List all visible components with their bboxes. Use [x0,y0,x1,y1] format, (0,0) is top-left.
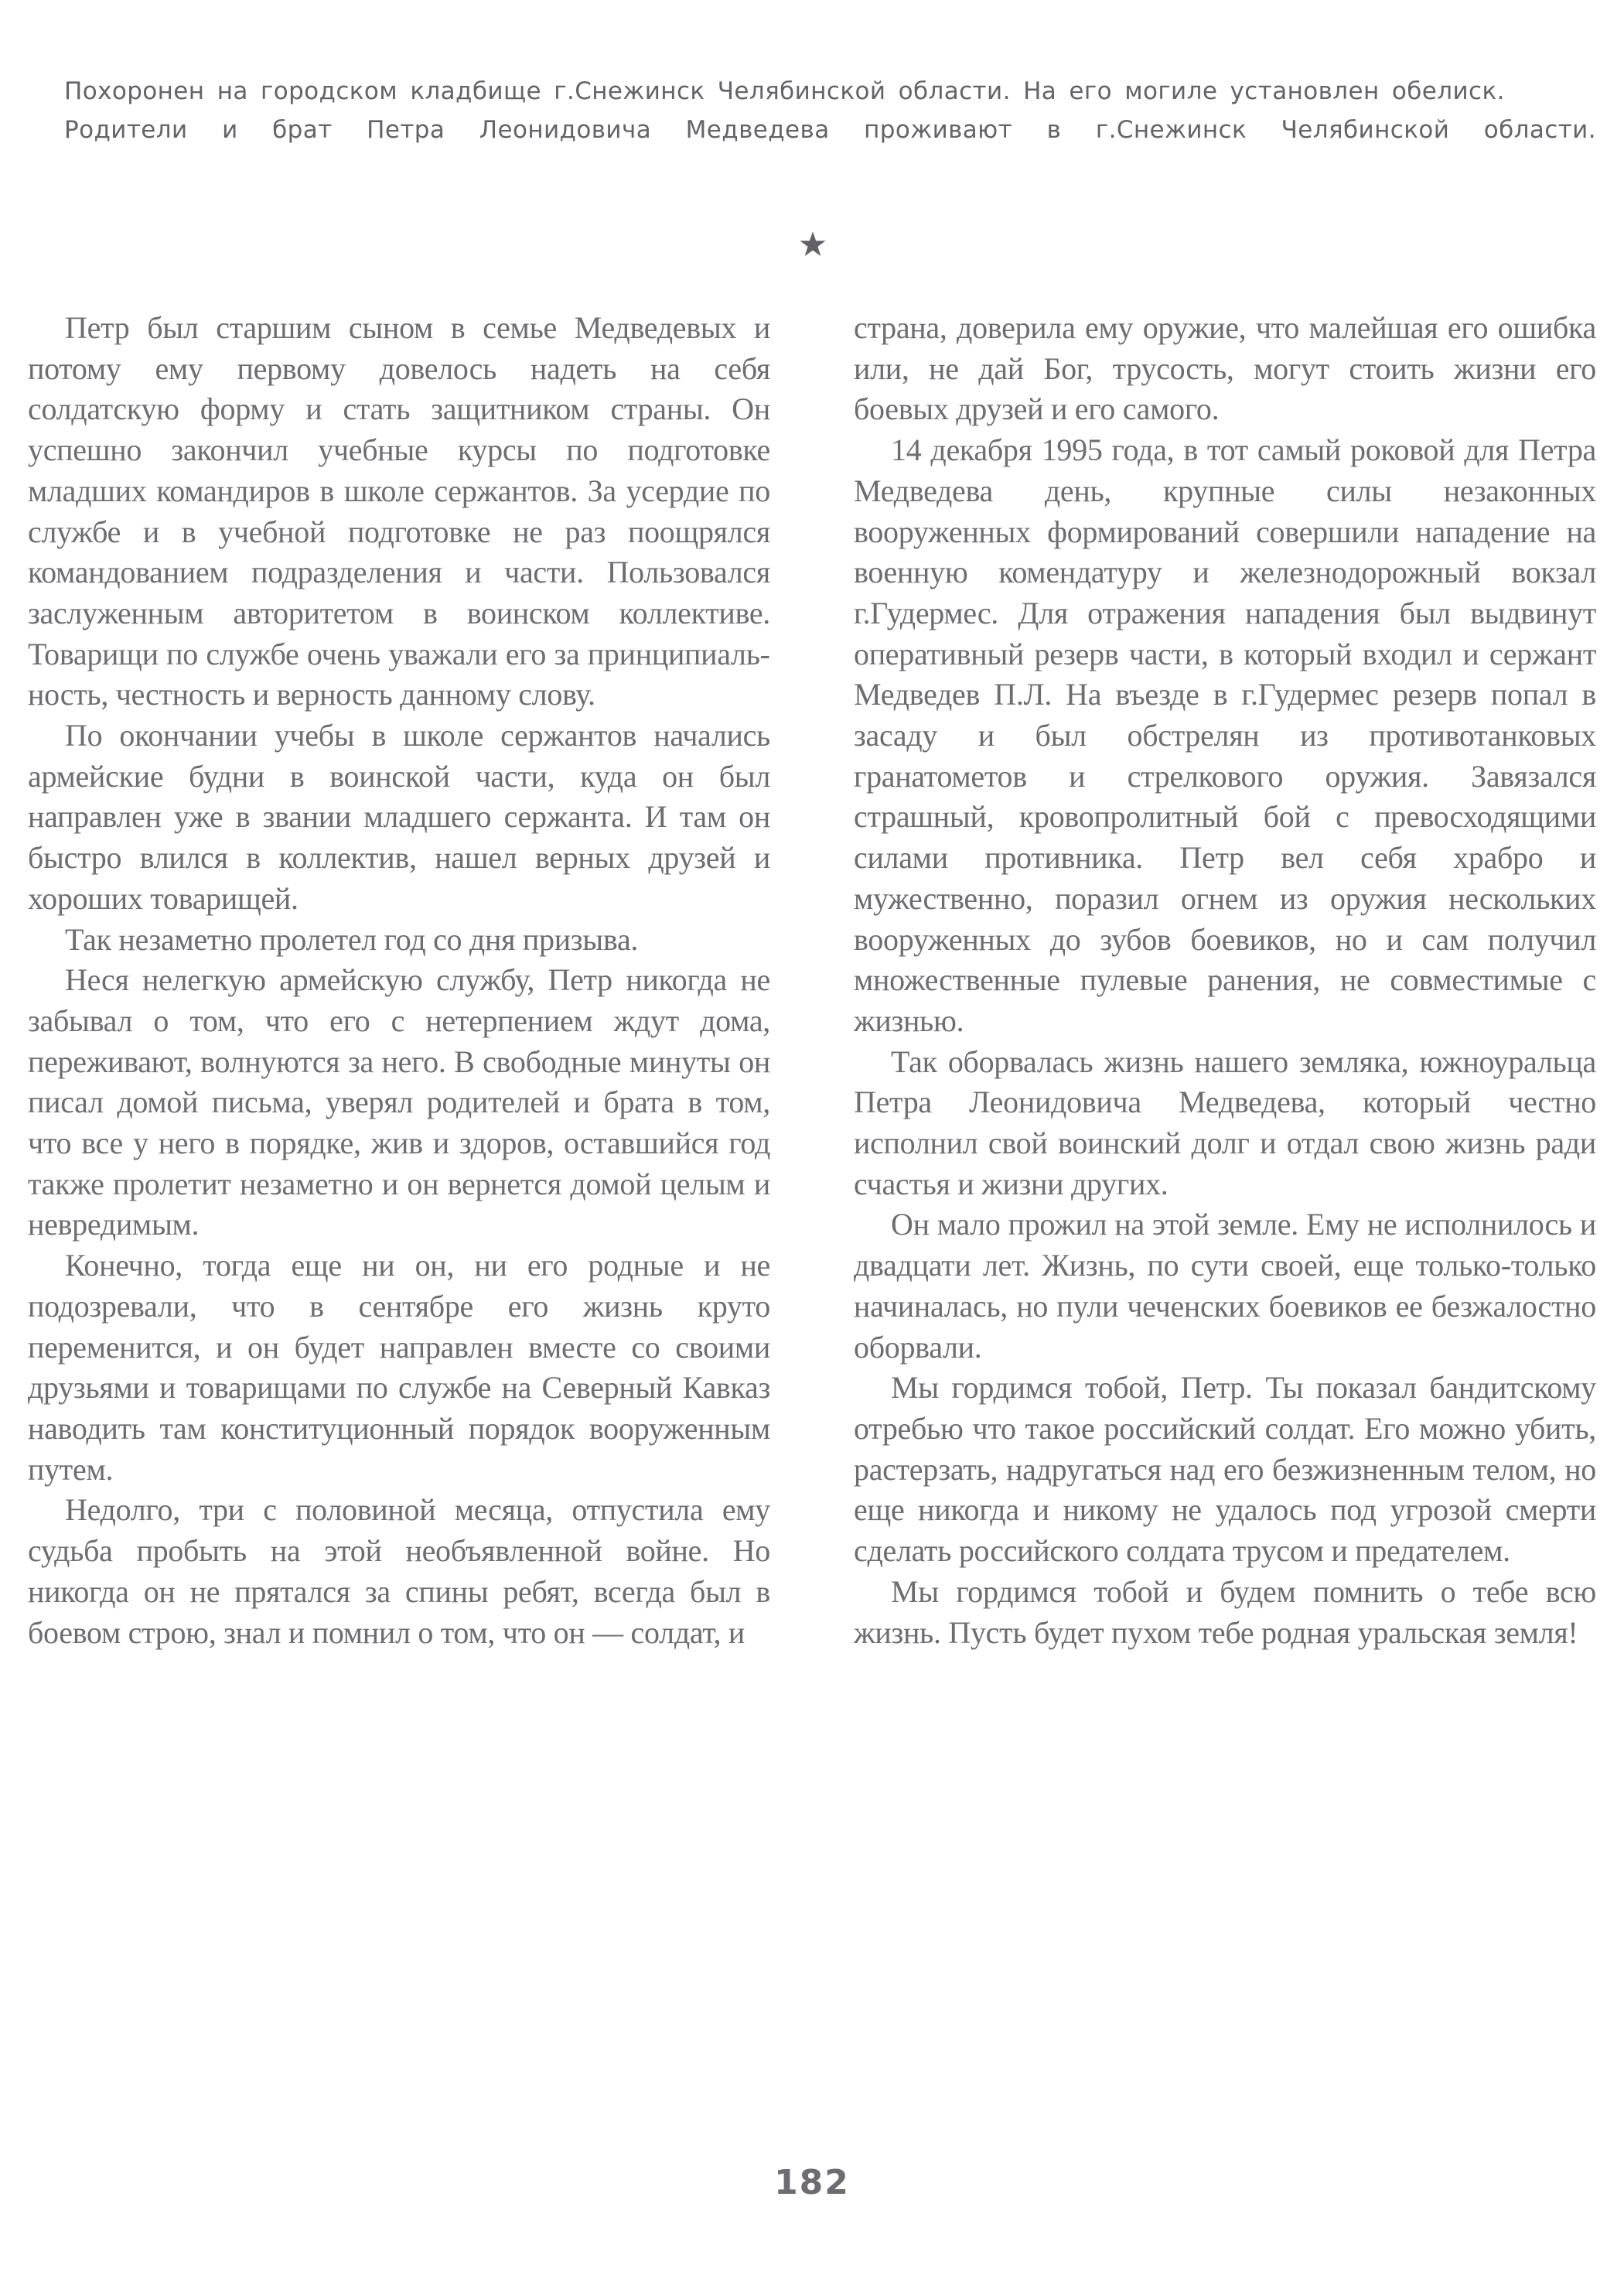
star-icon [798,230,827,259]
paragraph: Недолго, три с половиной месяца, отпустила ему судьба пробыть на этой необъявленной войне. Но никогда он не прятался за спины ребят, всегда был в боевом строю, знал и помнил о том, что он — солдат, и [28,1492,770,1650]
paragraph: Так оборвалась жизнь нашего земляка, южноуральца Петра Леонидовича Медведева, который честно исполнил свой воинский долг и отдал свою жизнь ради счастья и жизни других. [854,1044,1596,1201]
article-column-left [28,308,770,1653]
paragraph: 14 декабря 1995 года, в тот самый роковой для Петра Медведева день, крупные силы незаконных вооруженных формирований совершили нападение на военную комендатуру и железнодорожный вокзал г.Гудермес. Для отражения нападения был выдвинут оперативный резерв части, в который входил и сержант Медведев П.Л. На въезде в г.Гудермес резерв попал в засаду и был обстрелян из противотанковых гранатометов и стрелкового оружия. Завязался страшный, кровопролитный бой с превосходящими силами противника. Петр вел себя храбро и мужественно, поразил огнем из оружия нескольких вооруженных до зубов боевиков, но и сам получил множественные пулевые ранения, не совместимые с жизнью. [854,432,1596,1038]
header-note [28,74,1596,147]
page-number: 182 [774,2163,850,2202]
paragraph: Он мало прожил на этой земле. Ему не исполнилось и двадцати лет. Жизнь, по сути своей, еще только-только начиналась, но пули чеченских боевиков ее безжалостно оборвали. [854,1207,1596,1365]
paragraph: Так незаметно пролетел год со дня призыва. [65,921,639,957]
paragraph: Мы гордимся тобой, Петр. Ты показал бандитскому отребью что такое российский солдат. Его можно убить, растерзать, надругаться над его безжизненным телом, но еще никогда и никому не удалось под угрозой смерти сделать российского солдата трусом и предателем. [854,1370,1596,1569]
paragraph-continuation: страна, доверила ему оружие, что малейшая его ошибка или, не дай Бог, трусость, могут стоить жизни его боевых друзей и его самого. [854,310,1596,427]
paragraph: Конечно, тогда еще ни он, ни его родные и не подозревали, что в сентябре его жизнь круто переменится, и он будет направлен вместе со своими друзьями и товарищами по службе на Северный Кавказ наводить там конституционный порядок вооруженным путем. [28,1248,770,1487]
paragraph: По окончании учебы в школе сержантов начались армейские будни в воинской части, куда он был направлен уже в звании младшего сержанта. И там он быстро влился в коллектив, нашел верных друзей и хороших товарищей. [28,718,770,916]
burial-paragraph: Похоронен на городском кладбище г.Снежинск Челябинской области. На его могиле установлен обелиск. [64,77,1505,105]
article-column-right [854,308,1596,1653]
relatives-paragraph: Родители и брат Петра Леонидовича Медведева проживают в г.Снежинск Челябинской области. [64,116,1596,144]
paragraph: Неся нелегкую армейскую службу, Петр никогда не забывал о том, что его с нетерпением ждут дома, переживают, волнуются за него. В свободные минуты он писал домой письма, уверял родителей и брата в том, что все у него в порядке, жив и здоров, оставшийся год также пролетит незаметно и он вернется домой целым и невредимым. [28,962,770,1242]
paragraph: Петр был старшим сыном в семье Медведевых и потому ему первому довелось надеть на себя солдатскую форму и стать защитником страны. Он успешно закончил учебные курсы по подготовке младших командиров в школе сержантов. За усердие по службе и в учебной подготовке не раз поощрялся командованием подразделения и части. Пользовался заслуженным авторитетом в воинском коллективе. Товарищи по службе очень уважали его за принципиальность, честность и верность данному слову. [28,310,770,712]
paragraph: Мы гордимся тобой и будем помнить о тебе всю жизнь. Пусть будет пухом тебе родная уральская земля! [854,1573,1596,1650]
